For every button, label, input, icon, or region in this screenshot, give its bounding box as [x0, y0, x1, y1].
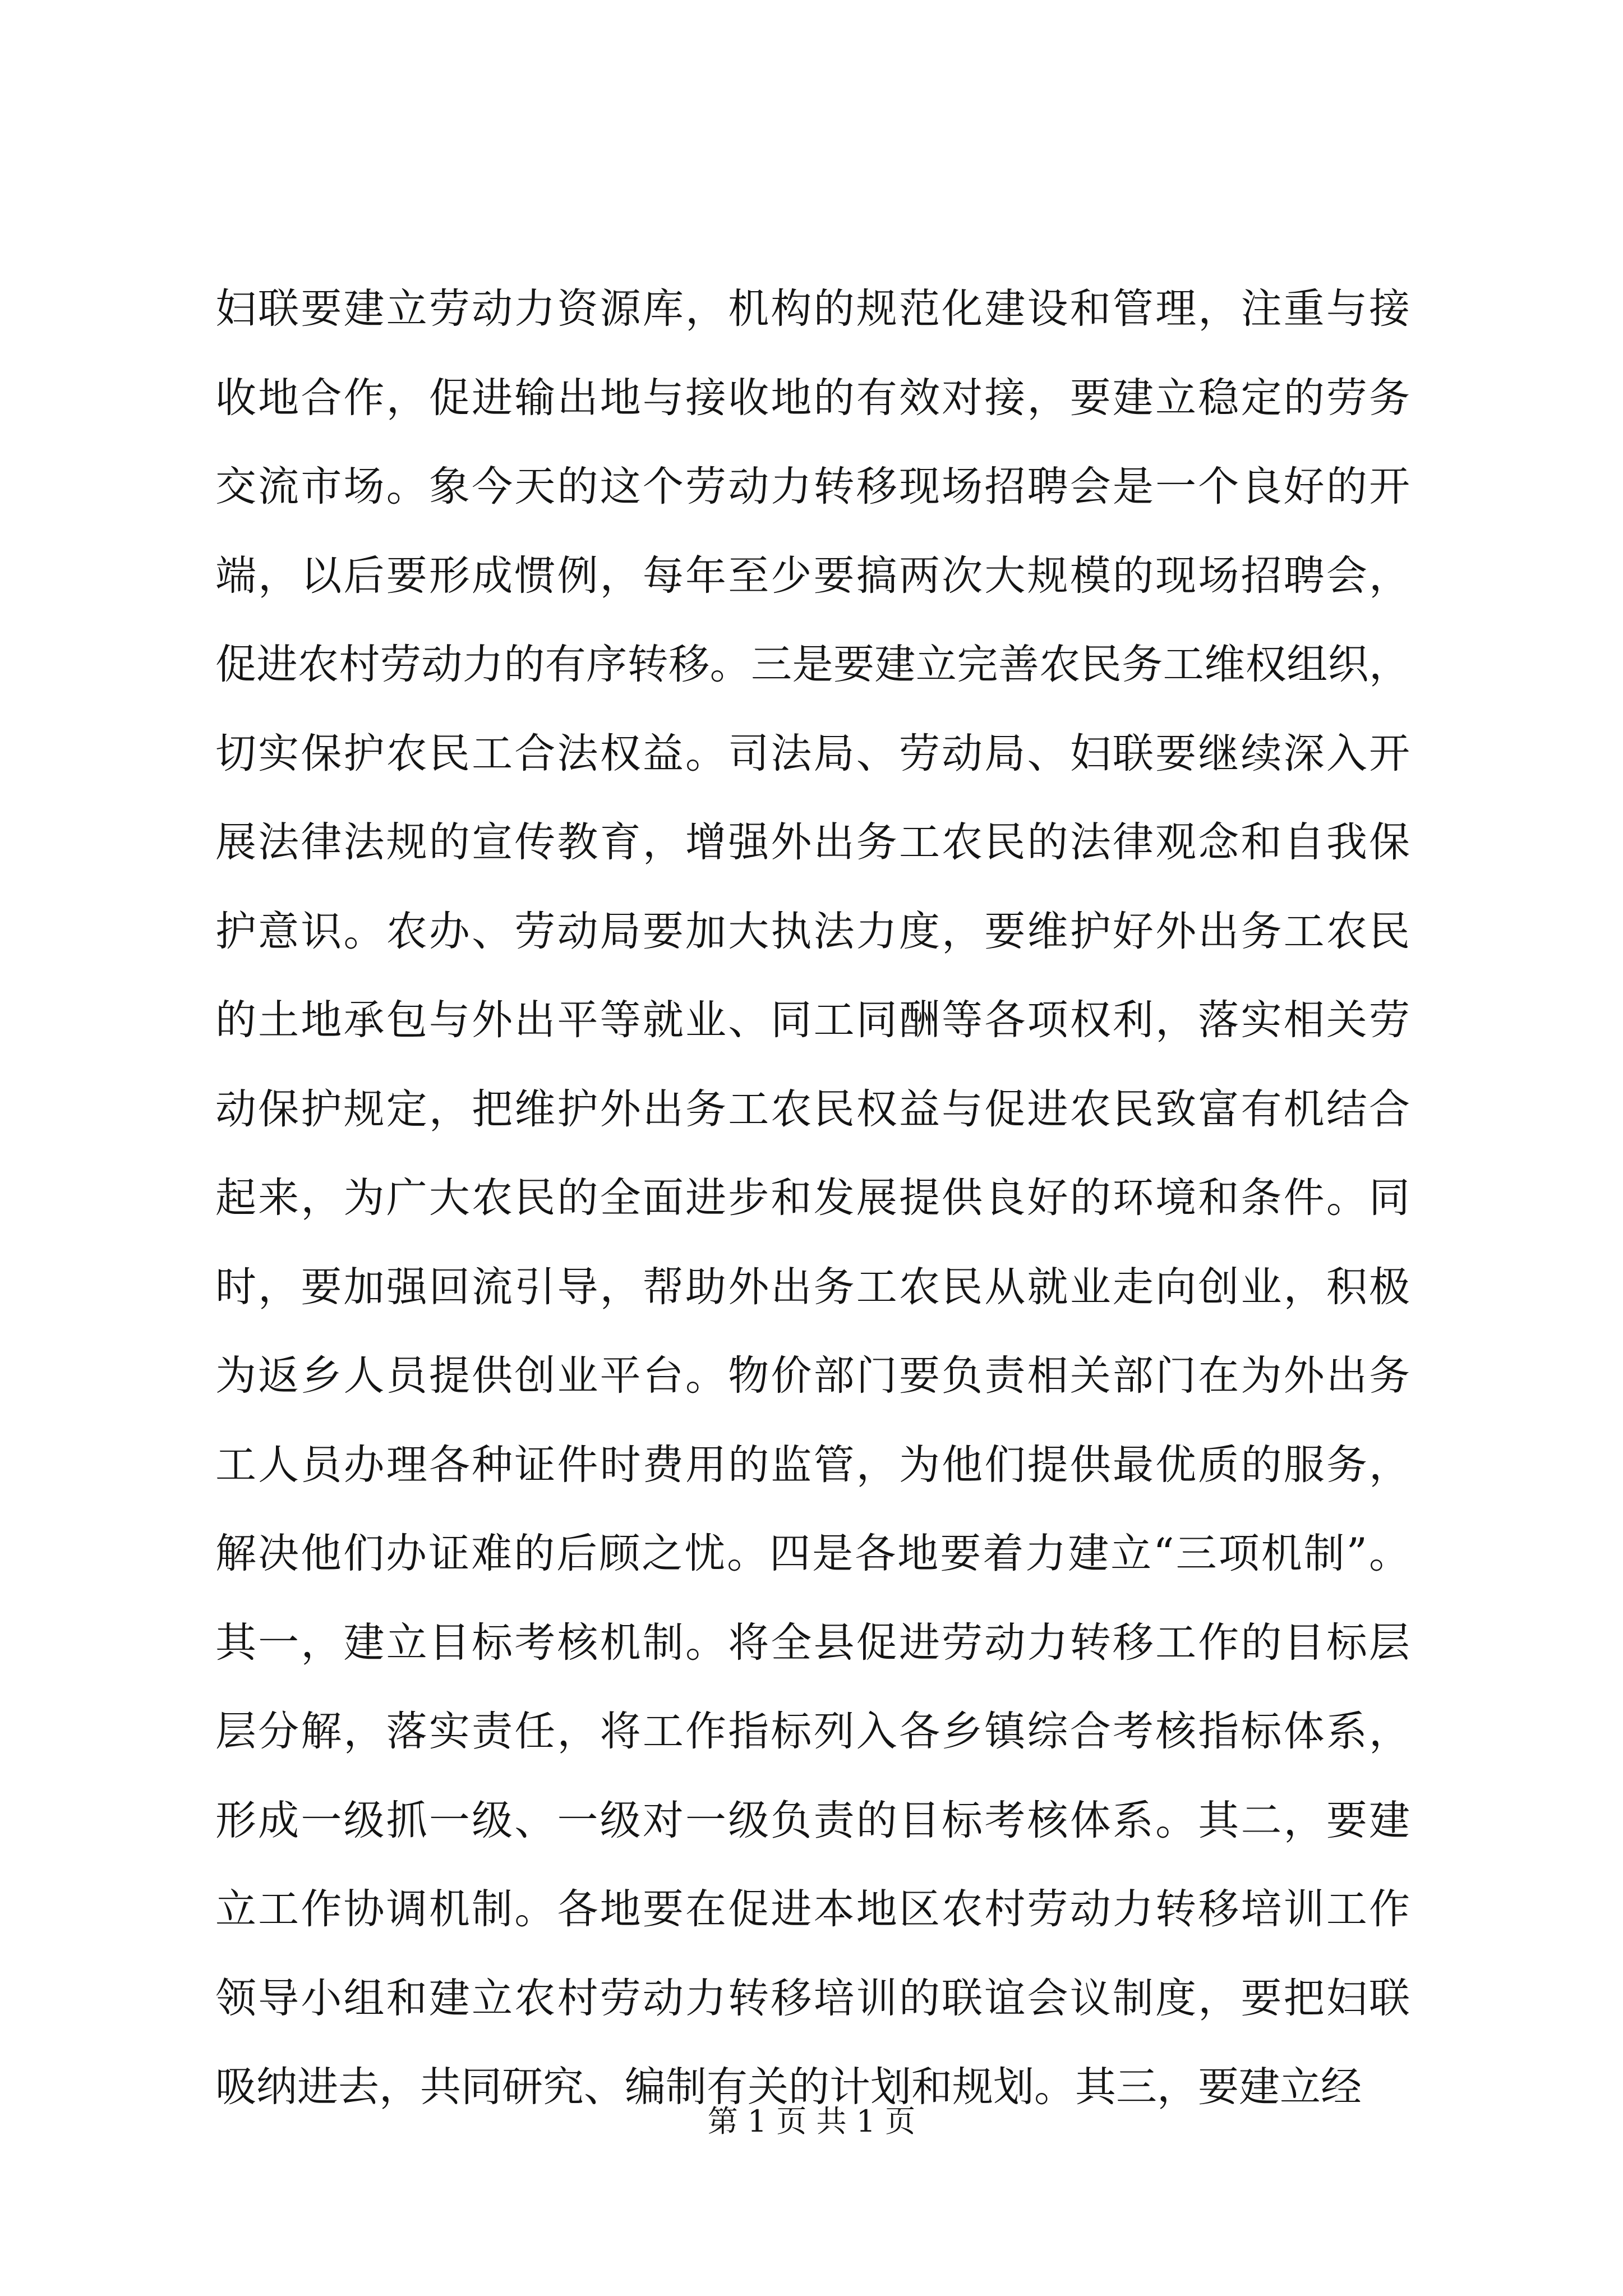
- text-line: 护意识。农办、劳动局要加大执法力度，要维护好外出务工农民: [215, 907, 1410, 955]
- text-line: 立工作协调机制。各地要在促进本地区农村劳动力转移培训工作: [215, 1885, 1410, 1933]
- page-number-footer: 第 1 页 共 1 页: [707, 2104, 916, 2139]
- text-line: 交流市场。象今天的这个劳动力转移现场招聘会是一个良好的开: [215, 463, 1410, 510]
- text-line: 妇联要建立劳动力资源库，机构的规范化建设和管理，注重与接: [215, 285, 1410, 333]
- text-line: 领导小组和建立农村劳动力转移培训的联谊会议制度，要把妇联: [215, 1974, 1410, 2022]
- text-line: 层分解，落实责任，将工作指标列入各乡镇综合考核指标体系，: [215, 1708, 1410, 1755]
- text-line: 的土地承包与外出平等就业、同工同酬等各项权利，落实相关劳: [215, 996, 1410, 1044]
- text-line: 促进农村劳动力的有序转移。三是要建立完善农民务工维权组织，: [215, 641, 1410, 688]
- text-line: 起来，为广大农民的全面进步和发展提供良好的环境和条件。同: [215, 1174, 1410, 1222]
- text-line: 形成一级抓一级、一级对一级负责的目标考核体系。其二，要建: [215, 1796, 1410, 1844]
- text-line: 工人员办理各种证件时费用的监管，为他们提供最优质的服务，: [215, 1441, 1410, 1489]
- text-line: 解决他们办证难的后顾之忧。四是各地要着力建立“三项机制”。: [215, 1530, 1410, 1577]
- text-line: 为返乡人员提供创业平台。物价部门要负责相关部门在为外出务: [215, 1352, 1410, 1400]
- text-line: 展法律法规的宣传教育，增强外出务工农民的法律观念和自我保: [215, 818, 1410, 866]
- text-line: 端，以后要形成惯例，每年至少要搞两次大规模的现场招聘会，: [215, 551, 1410, 600]
- text-line: 切实保护农民工合法权益。司法局、劳动局、妇联要继续深入开: [215, 729, 1410, 777]
- body-paragraph: [215, 265, 1410, 2132]
- text-line: 动保护规定，把维护外出务工农民权益与促进农民致富有机结合: [215, 1085, 1410, 1133]
- text-line: 时，要加强回流引导，帮助外出务工农民从就业走向创业，积极: [215, 1263, 1410, 1311]
- text-line: 收地合作，促进输出地与接收地的有效对接，要建立稳定的劳务: [215, 374, 1410, 422]
- text-line: 吸纳进去，共同研究、编制有关的计划和规划。其三，要建立经: [215, 2063, 1362, 2111]
- text-line: 其一，建立目标考核机制。将全县促进劳动力转移工作的目标层: [215, 1618, 1410, 1667]
